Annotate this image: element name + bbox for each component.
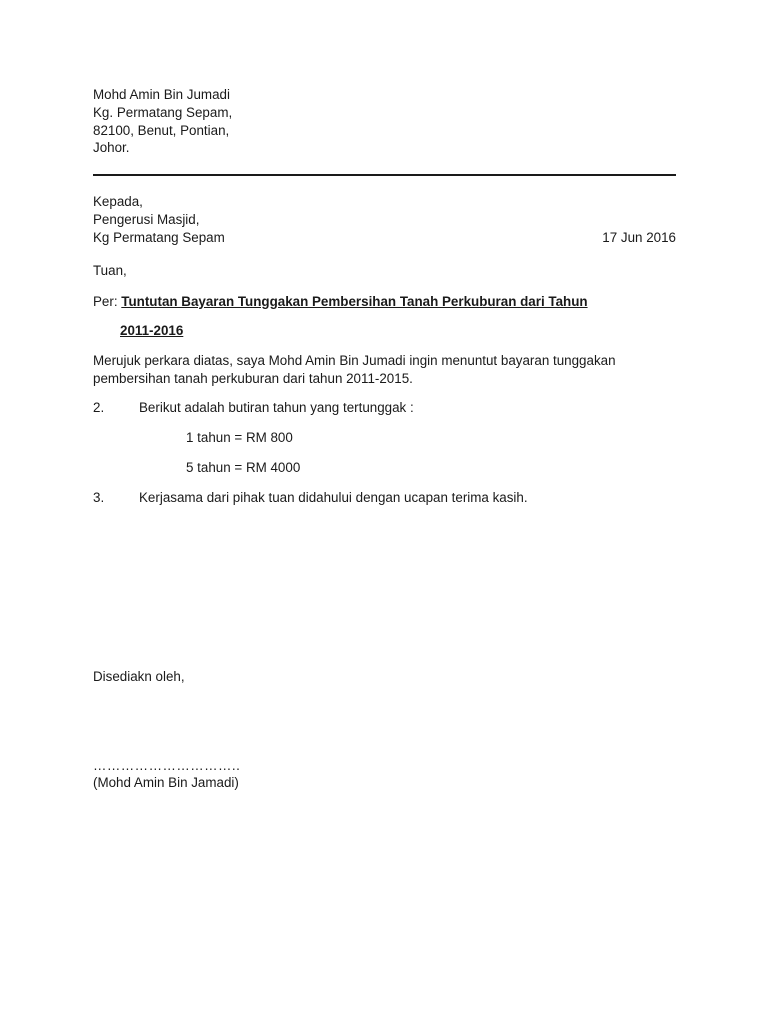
letterhead-divider xyxy=(93,174,676,176)
sender-address-line1: Kg. Permatang Sepam, xyxy=(93,105,233,120)
prepared-by-label: Disediakn oleh, xyxy=(93,669,185,684)
signature-line: ………………………….. xyxy=(93,758,241,773)
detail-line-2: 5 tahun = RM 4000 xyxy=(186,460,301,475)
sender-address-line2: 82100, Benut, Pontian, xyxy=(93,123,230,138)
paragraph-1-line-1: Merujuk perkara diatas, saya Mohd Amin Bin Jumadi ingin menuntut bayaran tunggakan xyxy=(93,353,616,368)
recipient-to: Kepada, xyxy=(93,194,143,209)
subject-title-continuation: 2011-2016 xyxy=(120,323,184,338)
greeting: Tuan, xyxy=(93,263,127,278)
item-2-number: 2. xyxy=(93,400,105,415)
item-3-number: 3. xyxy=(93,490,105,505)
paragraph-1-line-2: pembersihan tanah perkuburan dari tahun 2011-2015. xyxy=(93,371,413,386)
item-3-text: Kerjasama dari pihak tuan didahului dengan ucapan terima kasih. xyxy=(139,490,528,505)
recipient-place: Kg Permatang Sepam xyxy=(93,230,225,245)
recipient-title: Pengerusi Masjid, xyxy=(93,212,200,227)
detail-line-1: 1 tahun = RM 800 xyxy=(186,430,293,445)
item-2-text: Berikut adalah butiran tahun yang tertunggak : xyxy=(139,400,414,415)
sender-address-line3: Johor. xyxy=(93,140,130,155)
subject-title: Tuntutan Bayaran Tunggakan Pembersihan Tanah Perkuburan dari Tahun xyxy=(121,294,588,309)
subject-prefix: Per: xyxy=(93,294,118,309)
subject-line xyxy=(93,293,588,311)
sender-name: Mohd Amin Bin Jumadi xyxy=(93,87,230,102)
letter-date: 17 Jun 2016 xyxy=(602,230,676,245)
signatory-name: (Mohd Amin Bin Jamadi) xyxy=(93,775,239,790)
